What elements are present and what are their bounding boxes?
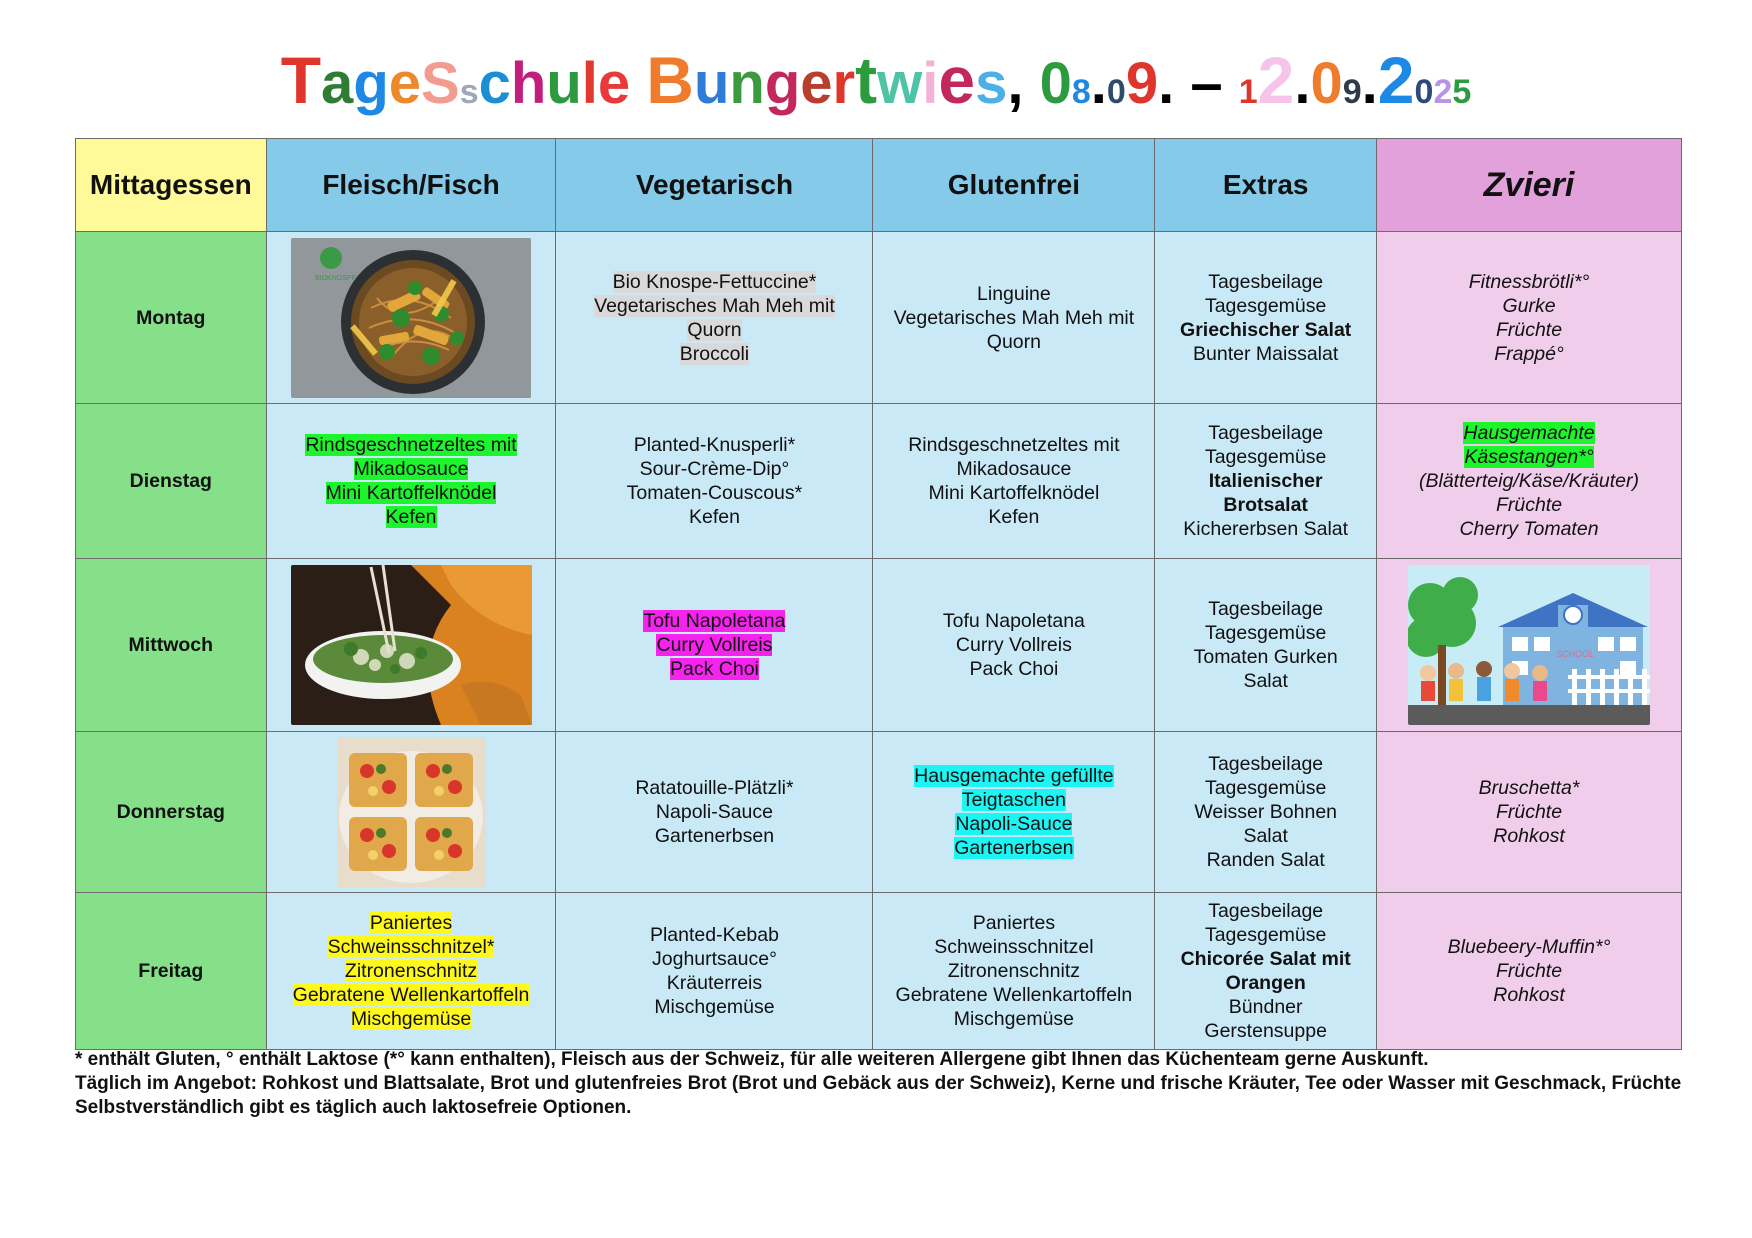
- title-letter: e: [938, 43, 976, 117]
- title-letter: .: [1294, 51, 1311, 116]
- thu-veg-item: Napoli-Sauce: [655, 801, 773, 823]
- tue-extras-item: Brotsalat: [1223, 494, 1308, 516]
- tue-zvieri-item: Käsestangen*°: [1464, 446, 1594, 468]
- title-letter: u: [693, 51, 730, 116]
- wed-extras-item: Salat: [1243, 670, 1288, 692]
- thu-gluten-item: Napoli-Sauce: [955, 813, 1073, 835]
- wed-gluten-item: Curry Vollreis: [955, 634, 1072, 656]
- title-letter: 2: [1433, 73, 1453, 111]
- title-letter: s: [975, 51, 1008, 116]
- mon-extras-item: Tagesbeilage: [1208, 270, 1324, 293]
- header-fleisch-fisch: Fleisch/Fisch: [266, 139, 556, 232]
- wed-zvieri-image: [1377, 559, 1682, 732]
- mon-gluten-item: Linguine: [977, 282, 1051, 305]
- thu-gluten-item: Gartenerbsen: [954, 837, 1074, 859]
- tue-veg-item: Tomaten-Couscous*: [626, 482, 803, 504]
- thu-gluten-item: Teigtaschen: [961, 789, 1066, 811]
- title-letter: [1023, 44, 1039, 124]
- thu-zvieri: [1377, 732, 1682, 893]
- header-extras: Extras: [1155, 139, 1377, 232]
- title-letter: u: [546, 51, 582, 116]
- wed-extras: [1155, 559, 1377, 732]
- title-letter: S: [421, 51, 460, 116]
- title-letter: i: [922, 51, 939, 116]
- tue-veg-item: Kefen: [688, 506, 740, 528]
- thu-gluten-item: Hausgemachte gefüllte: [914, 765, 1114, 787]
- thu-fleisch-image: [266, 732, 556, 893]
- tue-glutenfrei: [873, 404, 1155, 559]
- mon-gluten-item: Vegetarisches Mah Meh mit: [893, 306, 1135, 329]
- fri-fleisch-item: Schweinsschnitzel*: [327, 936, 495, 958]
- tue-zvieri-item: Hausgemachte: [1463, 422, 1595, 444]
- title-letter: 0: [1414, 73, 1434, 111]
- title-letter: B: [646, 43, 694, 117]
- wed-extras-item: Tagesgemüse: [1204, 622, 1327, 644]
- fri-extras-item: Gerstensuppe: [1204, 1020, 1327, 1042]
- title-letter: 0: [1039, 51, 1072, 116]
- thu-extras-item: Salat: [1243, 825, 1288, 847]
- thu-extras-item: Tagesbeilage: [1208, 753, 1324, 775]
- mon-extras-item: Griechischer Salat: [1180, 318, 1352, 341]
- tue-zvieri-item: Früchte: [1495, 494, 1563, 516]
- header-glutenfrei: Glutenfrei: [873, 139, 1155, 232]
- wed-fleisch-image: [266, 559, 556, 732]
- fri-gluten-item: Paniertes: [972, 912, 1056, 934]
- tue-fleisch-item: Rindsgeschnetzeltes mit: [305, 434, 517, 456]
- thu-extras-item: Weisser Bohnen: [1194, 801, 1338, 823]
- title-letter: e: [597, 51, 631, 116]
- school-children-illustration: [1408, 565, 1650, 725]
- title-letter: 9: [1342, 73, 1362, 111]
- page-title: [0, 40, 1752, 132]
- wed-extras-item: Tagesbeilage: [1208, 598, 1324, 620]
- fri-glutenfrei: [873, 893, 1155, 1050]
- header-vegetarisch: Vegetarisch: [556, 139, 873, 232]
- tue-fleisch-item: Mikadosauce: [353, 458, 469, 480]
- fri-extras-item: Tagesbeilage: [1208, 900, 1324, 922]
- fri-gluten-item: Zitronenschnitz: [947, 960, 1080, 982]
- row-dienstag: [76, 404, 1682, 559]
- tue-extras-item: Italienischer: [1208, 470, 1323, 492]
- mon-zvieri-item: Früchte: [1495, 318, 1563, 341]
- title-letter: [1223, 44, 1239, 124]
- fri-extras: [1155, 893, 1377, 1050]
- title-letter: g: [353, 51, 389, 116]
- row-montag: [76, 232, 1682, 404]
- thu-extras-item: Randen Salat: [1206, 849, 1325, 871]
- title-letter: n: [729, 51, 765, 116]
- fri-extras-item: Bündner: [1228, 996, 1303, 1018]
- title-letter: 0: [1106, 73, 1126, 111]
- tue-gluten-item: Mikadosauce: [956, 458, 1072, 480]
- row-mittwoch: [76, 559, 1682, 732]
- fri-veg-item: Mischgemüse: [654, 996, 775, 1018]
- wok-noodles-photo: [291, 238, 531, 398]
- footer-notes: [75, 1048, 1682, 1120]
- tue-extras-item: Tagesgemüse: [1204, 446, 1327, 468]
- tue-zvieri-item: (Blätterteig/Käse/Kräuter): [1419, 470, 1640, 492]
- title-letter: e: [388, 51, 422, 116]
- title-letter: t: [855, 43, 878, 117]
- fri-fleisch-item: Gebratene Wellenkartoffeln: [292, 984, 530, 1006]
- wed-veg-item: Tofu Napoletana: [643, 610, 786, 632]
- mon-glutenfrei: [873, 232, 1155, 404]
- tue-fleisch-item: Kefen: [385, 506, 437, 528]
- title-letter: ,: [1007, 51, 1024, 116]
- wed-glutenfrei: [873, 559, 1155, 732]
- mon-gluten-item: Quorn: [986, 330, 1041, 353]
- fri-fleisch-item: Paniertes: [369, 912, 453, 934]
- mon-extras: [1155, 232, 1377, 404]
- wed-gluten-item: Pack Choi: [969, 658, 1059, 680]
- wed-vegetarisch: [556, 559, 873, 732]
- mon-veg-item: Bio Knospe-Fettuccine*: [612, 270, 817, 293]
- title-letter: .: [1090, 51, 1107, 116]
- title-letter: 0: [1310, 51, 1343, 116]
- fri-gluten-item: Gebratene Wellenkartoffeln: [895, 984, 1133, 1006]
- fri-veg-item: Joghurtsauce°: [652, 948, 777, 970]
- wed-veg-item: Curry Vollreis: [656, 634, 773, 656]
- title-letter: g: [764, 51, 801, 116]
- title-letter: c: [478, 51, 511, 116]
- bioknospe-logo-text: BIOKNOSPE: [315, 274, 357, 282]
- thu-veg-item: Ratatouille-Plätzli*: [635, 777, 794, 799]
- thu-glutenfrei: [873, 732, 1155, 893]
- tue-zvieri: [1377, 404, 1682, 559]
- row-freitag: [76, 893, 1682, 1050]
- day-donnerstag: Donnerstag: [76, 732, 267, 893]
- fri-veg-item: Planted-Kebab: [649, 924, 779, 946]
- ratatouille-tart-photo: [337, 737, 486, 887]
- fri-fleisch: [266, 893, 556, 1050]
- title-letter: 8: [1071, 73, 1091, 111]
- thu-extras: [1155, 732, 1377, 893]
- footer-lactose-note: Selbstverständlich gibt es täglich auch laktosefreie Optionen.: [75, 1097, 632, 1118]
- tue-gluten-item: Kefen: [988, 506, 1040, 528]
- mon-vegetarisch: [556, 232, 873, 404]
- footer-daily-offer: Täglich im Angebot: Rohkost und Blattsalate, Brot und glutenfreies Brot (Brot und Gebäck aus der Schweiz), Kerne und frische Kräuter, Tee oder Wasser mit Geschmack, Früchte: [75, 1073, 1682, 1094]
- title-letter: .: [1361, 51, 1378, 116]
- wed-extras-item: Tomaten Gurken: [1193, 646, 1338, 668]
- mon-extras-item: Bunter Maissalat: [1193, 342, 1339, 365]
- title-letter: [1174, 44, 1190, 124]
- thu-vegetarisch: [556, 732, 873, 893]
- title-letter: e: [800, 51, 833, 116]
- fri-extras-item: Orangen: [1225, 972, 1306, 994]
- fri-extras-item: Tagesgemüse: [1204, 924, 1327, 946]
- tue-veg-item: Sour-Crème-Dip°: [639, 458, 790, 480]
- title-letter: 9: [1125, 51, 1159, 116]
- mon-zvieri: [1377, 232, 1682, 404]
- title-letter: .: [1158, 51, 1175, 116]
- title-letter: 5: [1452, 73, 1472, 111]
- title-letter: [630, 44, 646, 124]
- day-freitag: Freitag: [76, 893, 267, 1050]
- title-letter: w: [877, 51, 923, 116]
- fri-gluten-item: Mischgemüse: [953, 1008, 1075, 1030]
- title-letter: l: [581, 51, 598, 116]
- header-mittagessen: Mittagessen: [76, 139, 267, 232]
- thu-extras-item: Tagesgemüse: [1204, 777, 1327, 799]
- footer-allergen-note: * enthält Gluten, ° enthält Laktose (*° kann enthalten), Fleisch aus der Schweiz, für alle weiteren Allergene gibt Ihnen das Küchenteam gerne Auskunft.: [75, 1049, 1429, 1070]
- tue-extras-item: Kichererbsen Salat: [1183, 518, 1349, 540]
- fri-fleisch-item: Mischgemüse: [350, 1008, 472, 1030]
- wed-veg-item: Pack Choi: [670, 658, 759, 680]
- title-letter: T: [280, 43, 322, 117]
- thu-zvieri-item: Rohkost: [1493, 825, 1565, 847]
- title-letter: r: [832, 51, 856, 116]
- title-letter: 2: [1377, 43, 1415, 117]
- mon-zvieri-item: Frappé°: [1494, 342, 1564, 365]
- school-sign: SCHOOL: [1556, 649, 1595, 659]
- tue-gluten-item: Mini Kartoffelknödel: [928, 482, 1100, 504]
- fri-veg-item: Kräuterreis: [666, 972, 763, 994]
- fri-extras-item: Chicorée Salat mit: [1180, 948, 1351, 970]
- row-donnerstag: [76, 732, 1682, 893]
- title-letter: h: [510, 51, 547, 116]
- fri-gluten-item: Schweinsschnitzel: [934, 936, 1094, 958]
- fri-vegetarisch: [556, 893, 873, 1050]
- salad-bowl-photo: [291, 565, 532, 725]
- title-letter: s: [459, 73, 479, 111]
- day-mittwoch: Mittwoch: [76, 559, 267, 732]
- fri-zvieri-item: Rohkost: [1493, 984, 1565, 1006]
- mon-veg-item: Vegetarisches Mah Meh mit: [594, 294, 835, 317]
- thu-veg-item: Gartenerbsen: [654, 825, 775, 847]
- tue-extras: [1155, 404, 1377, 559]
- fri-zvieri-item: Früchte: [1495, 960, 1563, 982]
- title-letter: 2: [1257, 43, 1295, 117]
- tue-zvieri-item: Cherry Tomaten: [1459, 518, 1599, 540]
- tue-fleisch-item: Mini Kartoffelknödel: [325, 482, 497, 504]
- header-zvieri: Zvieri: [1377, 139, 1682, 232]
- mon-zvieri-item: Gurke: [1502, 294, 1556, 317]
- fri-zvieri: [1377, 893, 1682, 1050]
- tue-vegetarisch: [556, 404, 873, 559]
- title-letter: –: [1190, 51, 1223, 116]
- thu-zvieri-item: Bruschetta*: [1478, 777, 1580, 799]
- day-dienstag: Dienstag: [76, 404, 267, 559]
- mon-zvieri-item: Fitnessbrötli*°: [1468, 270, 1590, 293]
- header-row: [76, 139, 1682, 232]
- title-letter: 1: [1238, 73, 1258, 111]
- fri-zvieri-item: Bluebeery-Muffin*°: [1447, 936, 1611, 958]
- mon-fleisch-image: [266, 232, 556, 404]
- thu-zvieri-item: Früchte: [1495, 801, 1563, 823]
- fri-fleisch-item: Zitronenschnitz: [344, 960, 478, 982]
- mon-veg-item: Broccoli: [679, 342, 750, 365]
- menu-table: [75, 138, 1682, 1050]
- mon-veg-item: Quorn: [687, 318, 742, 341]
- tue-veg-item: Planted-Knusperli*: [633, 434, 796, 456]
- tue-gluten-item: Rindsgeschnetzeltes mit: [908, 434, 1120, 456]
- mon-extras-item: Tagesgemüse: [1204, 294, 1327, 317]
- day-montag: Montag: [76, 232, 267, 404]
- wed-gluten-item: Tofu Napoletana: [942, 610, 1085, 632]
- tue-extras-item: Tagesbeilage: [1208, 422, 1324, 444]
- tue-fleisch: [266, 404, 556, 559]
- title-letter: a: [321, 51, 354, 116]
